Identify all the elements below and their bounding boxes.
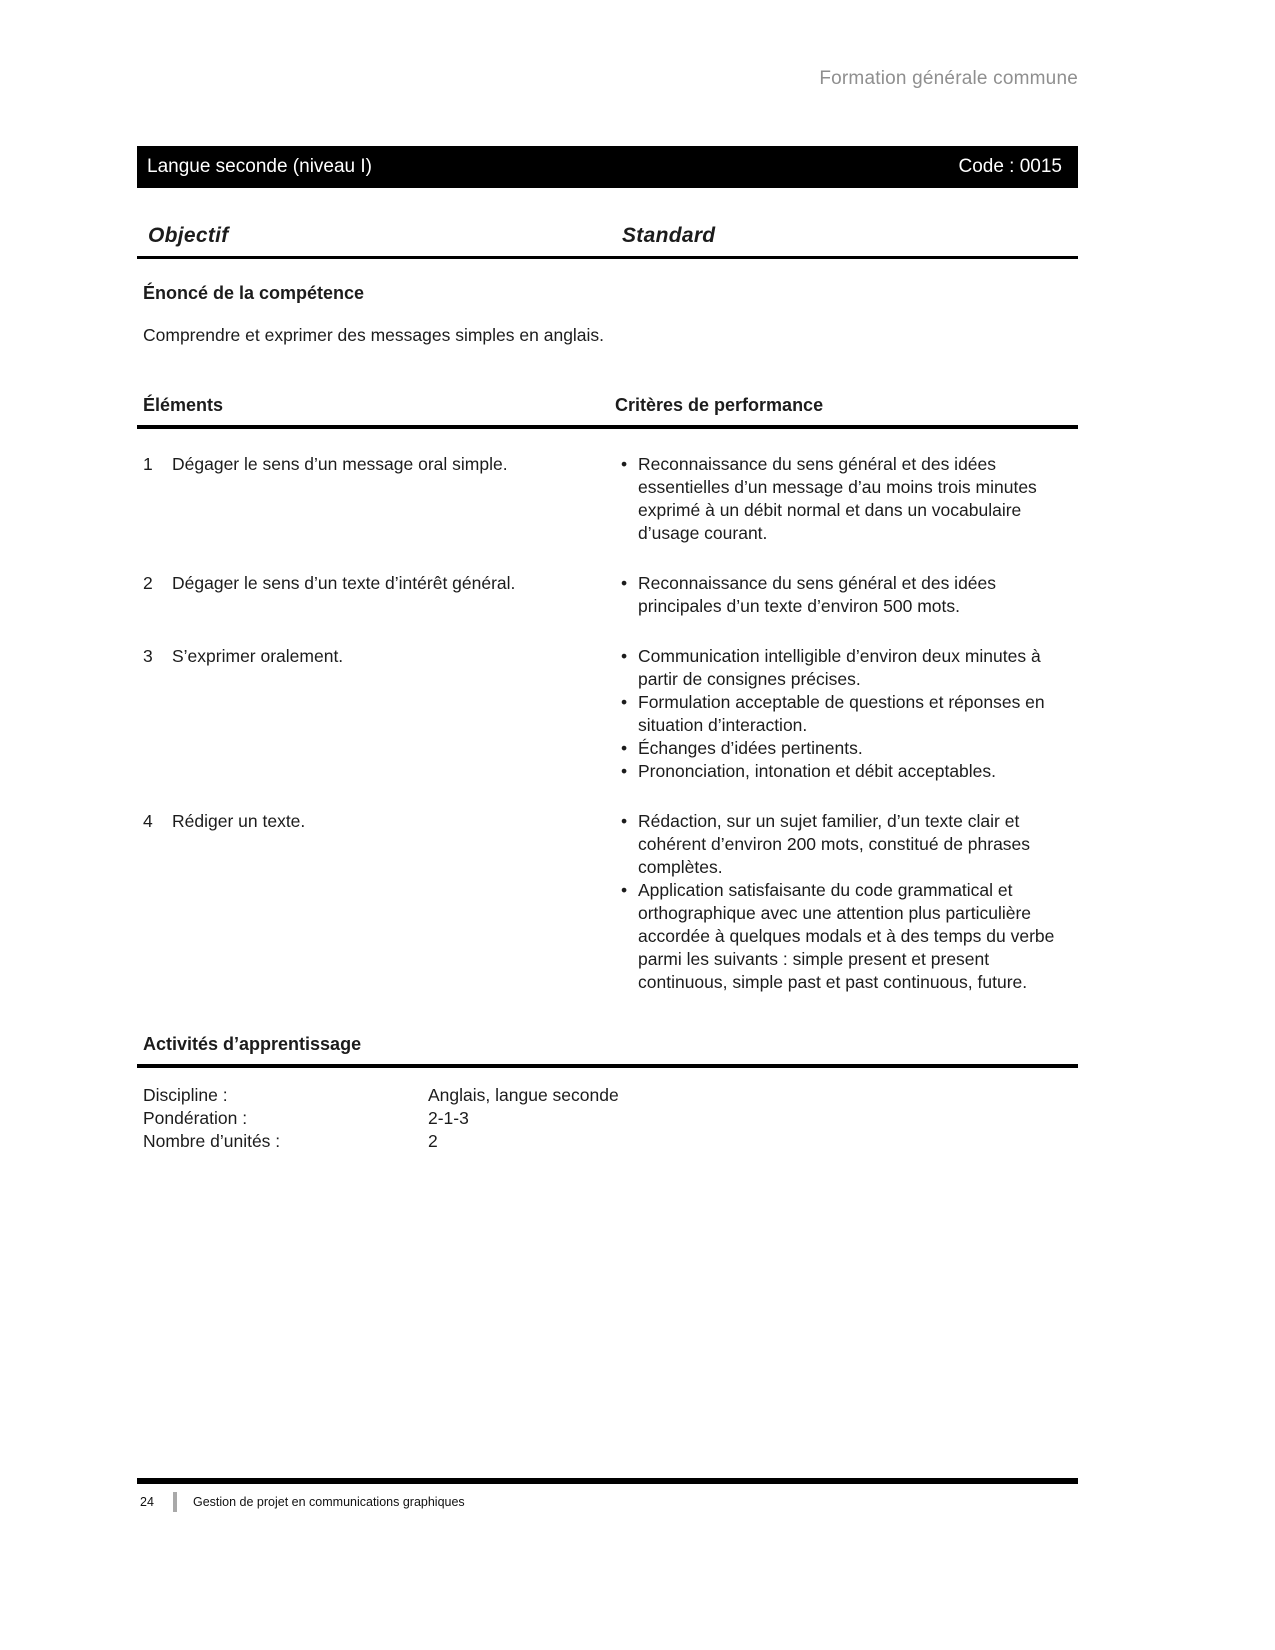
divider-rule xyxy=(137,256,1078,259)
field-value: 2 xyxy=(428,1131,438,1151)
column-header-objectif: Objectif xyxy=(148,224,229,247)
field-row xyxy=(143,1130,1078,1153)
criteria-bullet xyxy=(615,760,1078,783)
element-text: Dégager le sens d’un message oral simple. xyxy=(172,454,508,474)
bullet-icon: • xyxy=(621,692,628,712)
element-cell xyxy=(137,453,615,545)
criteria-cell xyxy=(615,810,1078,994)
table-row xyxy=(137,810,1078,994)
bullet-icon: • xyxy=(621,454,628,474)
criteria-text: Reconnaissance du sens général et des idées essentielles d’un message d’au moins trois minutes exprimé à un débit normal et dans un vocabulaire d’usage courant. xyxy=(638,454,1037,543)
criteria-text: Reconnaissance du sens général et des idées principales d’un texte d’environ 500 mots. xyxy=(638,573,997,616)
footer-rule xyxy=(137,1478,1078,1484)
bullet-icon: • xyxy=(621,738,628,758)
criteria-text: Prononciation, intonation et débit acceptables. xyxy=(638,761,997,781)
field-label: Nombre d’unités : xyxy=(143,1131,281,1151)
field-row xyxy=(143,1084,1078,1107)
element-number: 2 xyxy=(143,573,153,593)
table-header-elements: Éléments xyxy=(143,395,224,415)
footer-doc-title: Gestion de projet en communications graphiques xyxy=(193,1495,465,1509)
element-cell xyxy=(137,572,615,618)
activities-fields xyxy=(137,1084,1078,1153)
page-footer xyxy=(137,1478,1078,1512)
field-label: Discipline : xyxy=(143,1085,228,1105)
section-heading-activities: Activités d’apprentissage xyxy=(143,1034,362,1054)
course-code: Code : 0015 xyxy=(958,156,1062,177)
field-value: Anglais, langue seconde xyxy=(428,1085,619,1105)
column-headers xyxy=(137,224,1078,248)
criteria-bullet xyxy=(615,691,1078,737)
column-header-standard: Standard xyxy=(622,224,716,247)
element-number: 4 xyxy=(143,811,153,831)
table-row xyxy=(137,645,1078,783)
table-row xyxy=(137,453,1078,545)
criteria-bullet xyxy=(615,645,1078,691)
bullet-icon: • xyxy=(621,573,628,593)
table-headers xyxy=(137,395,1078,416)
element-text: Rédiger un texte. xyxy=(172,811,306,831)
field-row xyxy=(143,1107,1078,1130)
criteria-bullet xyxy=(615,572,1078,618)
criteria-cell xyxy=(615,645,1078,783)
section-heading-competence: Énoncé de la compétence xyxy=(143,283,365,303)
bullet-icon: • xyxy=(621,811,628,831)
competence-text: Comprendre et exprimer des messages simples en anglais. xyxy=(143,325,605,345)
criteria-text: Application satisfaisante du code grammatical et orthographique avec une attention plus particulière accordée à quelques modals et à des temps du verbe parmi les suivants : simple present et present continuous, simple past et past continuous, future. xyxy=(638,880,1055,992)
page-content xyxy=(137,0,1078,1153)
divider-rule-thick xyxy=(137,425,1078,429)
element-text: Dégager le sens d’un texte d’intérêt général. xyxy=(172,573,516,593)
bullet-icon: • xyxy=(621,646,628,666)
criteria-cell xyxy=(615,453,1078,545)
footer-line xyxy=(137,1492,1078,1512)
divider-rule-thick xyxy=(137,1064,1078,1068)
criteria-bullet xyxy=(615,879,1078,994)
elements-table xyxy=(137,453,1078,994)
criteria-bullet xyxy=(615,737,1078,760)
criteria-text: Échanges d’idées pertinents. xyxy=(638,738,863,758)
header-note: Formation générale commune xyxy=(819,68,1078,89)
bullet-icon: • xyxy=(621,761,628,781)
title-bar xyxy=(137,146,1078,188)
criteria-bullet xyxy=(615,453,1078,545)
element-cell xyxy=(137,810,615,994)
criteria-cell xyxy=(615,572,1078,618)
field-label: Pondération : xyxy=(143,1108,248,1128)
element-cell xyxy=(137,645,615,783)
criteria-text: Formulation acceptable de questions et réponses en situation d’interaction. xyxy=(638,692,1045,735)
table-row xyxy=(137,572,1078,618)
course-title: Langue seconde (niveau I) xyxy=(147,156,372,177)
element-number: 3 xyxy=(143,646,153,666)
field-value: 2-1-3 xyxy=(428,1108,469,1128)
criteria-text: Rédaction, sur un sujet familier, d’un texte clair et cohérent d’environ 200 mots, constitué de phrases complètes. xyxy=(638,811,1031,877)
criteria-text: Communication intelligible d’environ deux minutes à partir de consignes précises. xyxy=(638,646,1041,689)
table-header-criteria: Critères de performance xyxy=(615,395,824,415)
bullet-icon: • xyxy=(621,880,628,900)
page-number: 24 xyxy=(140,1495,154,1509)
criteria-bullet xyxy=(615,810,1078,879)
element-text: S’exprimer oralement. xyxy=(172,646,344,666)
footer-divider xyxy=(173,1492,177,1512)
element-number: 1 xyxy=(143,454,153,474)
